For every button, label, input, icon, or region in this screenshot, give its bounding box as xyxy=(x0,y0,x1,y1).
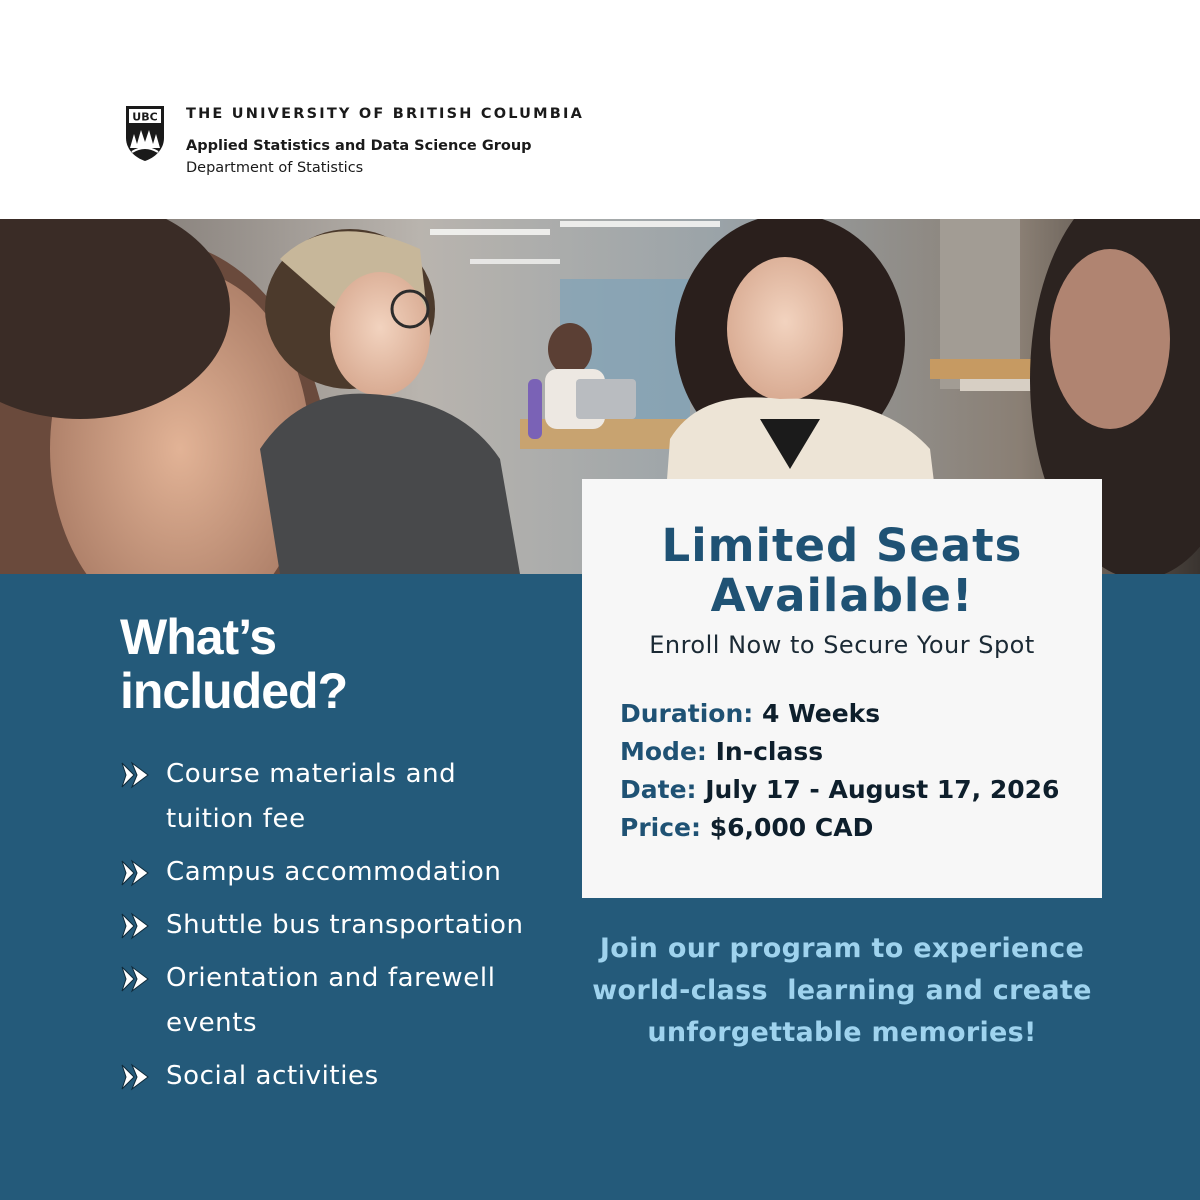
card-details xyxy=(620,695,1090,847)
ubc-crest-logo xyxy=(124,104,166,162)
list-item-line: Social activities xyxy=(166,1061,379,1091)
card-title-line1: Limited Seats xyxy=(661,519,1023,572)
detail-label: Date: xyxy=(620,775,697,804)
cta-line2: world-class learning and create xyxy=(592,975,1092,1006)
card-title-line2: Available! xyxy=(710,569,974,622)
included-heading-line2: included? xyxy=(120,663,348,719)
header xyxy=(0,0,1200,219)
double-chevron-right-icon xyxy=(120,859,150,887)
detail-date xyxy=(620,771,1090,809)
included-heading-line1: What’s xyxy=(120,609,277,665)
logo-text: UBC xyxy=(132,110,158,124)
list-item-line: Course materials and xyxy=(166,759,457,789)
list-item xyxy=(118,752,568,842)
detail-label: Duration: xyxy=(620,699,754,728)
info-card xyxy=(582,479,1102,898)
department-name: Department of Statistics xyxy=(186,160,364,176)
university-name: THE UNIVERSITY OF BRITISH COLUMBIA xyxy=(186,106,585,122)
included-list xyxy=(118,752,568,1107)
list-item-line: Shuttle bus transportation xyxy=(166,910,524,940)
detail-price xyxy=(620,809,1090,847)
included-heading xyxy=(120,610,520,718)
detail-value: 4 Weeks xyxy=(761,699,881,728)
card-title xyxy=(582,521,1102,621)
cta-line1: Join our program to experience xyxy=(599,933,1085,964)
group-name: Applied Statistics and Data Science Group xyxy=(186,138,532,154)
cta-line3: unforgettable memories! xyxy=(647,1017,1037,1048)
list-item-line: Orientation and farewell xyxy=(166,963,496,993)
list-item xyxy=(118,956,568,1046)
card-subtitle: Enroll Now to Secure Your Spot xyxy=(649,631,1035,659)
list-item-line: tuition fee xyxy=(166,804,306,834)
list-item xyxy=(118,850,568,895)
double-chevron-right-icon xyxy=(120,761,150,789)
detail-mode xyxy=(620,733,1090,771)
list-item xyxy=(118,903,568,948)
double-chevron-right-icon xyxy=(120,965,150,993)
detail-value: In-class xyxy=(715,737,824,766)
detail-duration xyxy=(620,695,1090,733)
list-item xyxy=(118,1054,568,1099)
detail-value: July 17 - August 17, 2026 xyxy=(705,775,1060,804)
list-item-line: events xyxy=(166,1008,258,1038)
double-chevron-right-icon xyxy=(120,1063,150,1091)
detail-label: Price: xyxy=(620,813,701,842)
call-to-action xyxy=(582,928,1102,1054)
detail-value: $6,000 CAD xyxy=(709,813,874,842)
detail-label: Mode: xyxy=(620,737,707,766)
list-item-line: Campus accommodation xyxy=(166,857,502,887)
double-chevron-right-icon xyxy=(120,912,150,940)
